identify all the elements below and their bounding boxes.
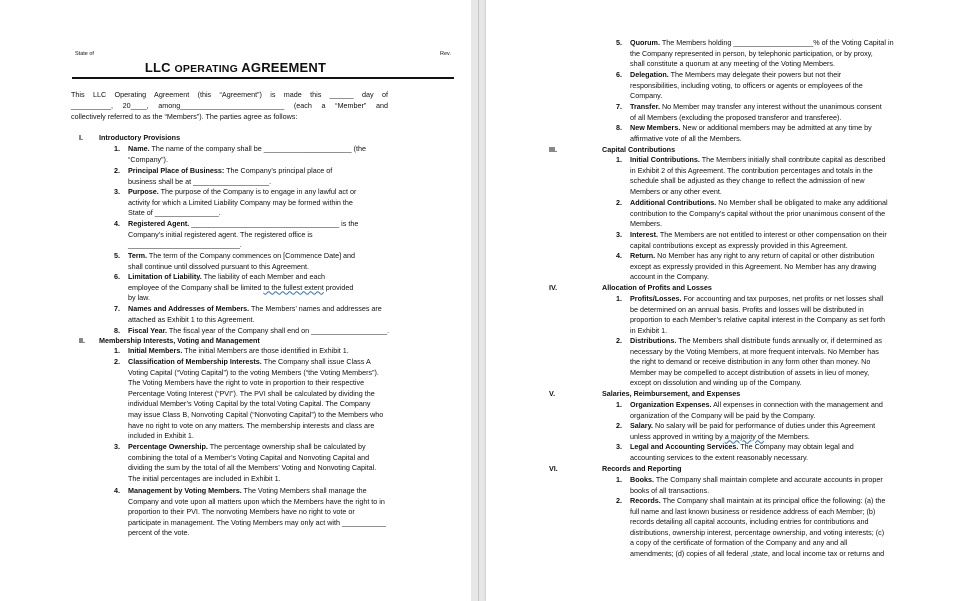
clause-line: distributions, ownership interest, percentage ownership, and voting interests; (c) [630,527,885,537]
clause-number: 2. [616,496,622,505]
clause-line: included in Exhibit 1. [128,431,194,441]
clause-line: Additional Contributions. No Member shall be obligated to make any additional [630,198,888,207]
spelling-flag: to the fullest extent [263,282,324,292]
clause-number: 7. [114,304,120,313]
clause-number: 3. [616,230,622,239]
section-number: III. [549,145,557,154]
clause-line: Voting Capital (“Voting Capital”) to the voting Members (“the Voting Members”). [128,367,379,377]
clause-number: 1. [616,294,622,303]
clause-line: The initial percentages are included in Exhibit 1. [128,473,281,483]
clause-number: 4. [114,486,120,495]
clause-line: Profits/Losses. For accounting and tax purposes, net profits or net losses shall [630,294,884,303]
clause-line: The Voting Members have the right to vote in proportion to their respective [128,378,365,388]
section-number: V. [549,389,556,398]
clause-number: 4. [616,251,622,260]
section-heading: Salaries, Reimbursement, and Expenses [602,389,741,398]
clause-line: full name and last known business or residence address of each Member; (b) [630,506,876,516]
clause-line: except on dissolution and winding up of the Company. [630,378,802,388]
clause-line: unless approved in writing by a majority of the Members. [630,431,810,441]
section-number: II. [79,336,85,345]
clause-number: 2. [114,166,120,175]
section-heading: Records and Reporting [602,464,682,473]
clause-line: Purpose. The purpose of the Company is to engage in any lawful act or [128,187,357,196]
clause-line: the right to demand or receive distribution in any form other than money. No [630,357,871,367]
clause-line: schedule shall be adjusted as they change to reflect the admission of new [630,176,865,186]
clause-line: Salary. No salary will be paid for performance of duties under this Agreement [630,421,876,430]
clause-line: Initial Contributions. The Members initially shall contribute capital as described [630,155,886,164]
clause-line: in Exhibit 1. [630,325,668,335]
clause-line: percent of the vote. [128,528,190,538]
clause-line: Company. [630,91,663,101]
clause-line: activity for which a Limited Liability Company may be formed within the [128,197,353,207]
clause-line: contribution to the Company’s capital without the prior unanimous consent of the [630,208,886,218]
clause-line: Books. The Company shall maintain complete and accurate accounts in proper [630,475,883,484]
spelling-flag: a majority of [724,431,764,441]
clause-line: dividing the sum by the total of all the Members’ Voting and Nonvoting Capital. [128,463,377,473]
clause-number: 3. [114,442,120,451]
clause-number: 8. [114,326,120,335]
clause-line: Initial Members. The initial Members are those identified in Exhibit 1. [128,346,349,355]
clause-line: Organization Expenses. All expenses in connection with the management and [630,400,883,409]
clause-line: books of all transactions. [630,485,710,495]
clause-line: ____________________________. [128,240,242,250]
section-number: I. [79,133,83,142]
clause-line: may issue Class B, Nonvoting Capital (“Nonvoting Capital”) to the Members who [128,410,384,419]
clause-line: Company and vote upon all matters upon which the Members have the right to in [128,496,385,506]
clause-line: Delegation. The Members may delegate their powers but not their [630,70,842,79]
clause-line: necessary by the Voting Members, at more frequent intervals. No Member has [630,346,879,356]
clause-line: Quorum. The Members holding ____________________% of the Voting Capital in [630,38,894,47]
clause-line: have no right to vote on any matters. The membership interests and class are [128,420,375,430]
section-number: VI. [549,464,558,473]
intro-line: __________, 20____, among__________________________ (each a “Member” and [71,101,388,110]
clause-line: Members or any other event. [630,186,722,196]
intro-line: collectively referred to as the “Members”). The parties agree as follows: [71,112,298,121]
clause-number: 6. [616,70,622,79]
clause-number: 2. [616,198,622,207]
clause-line: Classification of Membership Interests. The Company shall issue Class A [128,357,371,366]
clause-line: Distributions. The Members shall distribute funds annually or, if determined as [630,336,882,345]
clause-line: Return. No Member has any right to any return of capital or other distribution [630,251,875,260]
clause-number: 5. [114,251,120,260]
clause-line: of all Members (excluding the proposed transferor and transferee). [630,112,842,122]
clause-line: a copy of the certificate of formation of the Company and any and all [630,538,848,548]
clause-number: 5. [616,38,622,47]
clause-line: responsibilities, including voting, to officers or agents or employees of the [630,80,863,90]
clause-line: Principal Place of Business: The Company’s principal place of [128,166,333,175]
clause-line: Member may be compelled to accept distribution of assets in lieu of money, [630,367,870,377]
page-gutter [471,0,486,601]
clause-line: Term. The term of the Company commences on [Commence Date] and [128,251,356,260]
section-heading: Introductory Provisions [99,133,181,142]
document-page-2 [486,0,967,601]
document-page-1 [0,0,471,601]
clause-line: Legal and Accounting Services. The Company may obtain legal and [630,442,854,451]
clause-line: be determined on an annual basis. Profits and losses will be distributed in [630,304,864,314]
clause-number: 1. [616,155,622,164]
clause-line: individual Member’s Voting Capital by the total Voting Capital. The Company [128,399,371,409]
clause-line: in Exhibit 2 of this Agreement. The contribution percentages and totals in the [630,165,873,175]
clause-line: Percentage Ownership. The percentage ownership shall be calculated by [128,442,366,451]
clause-line: organization of the Company will be paid by the Company. [630,410,816,420]
clause-line: “Company”). [128,154,168,164]
title-rule [72,77,454,79]
clause-line: Members. [630,219,662,229]
clause-line: Percentage Voting Interest (“PVI”). The PVI shall be calculated by dividing the [128,388,375,398]
clause-number: 1. [616,400,622,409]
clause-line: Registered Agent. _____________________________________ is the [128,219,359,228]
clause-line: attached as Exhibit 1 to this Agreement. [128,314,255,324]
document-title: LLC OPERATING AGREEMENT [144,60,327,75]
clause-line: Company’s initial registered agent. The registered office is [128,229,313,239]
clause-number: 1. [616,475,622,484]
section-number: IV. [549,283,558,292]
clause-number: 2. [616,421,622,430]
clause-line: the Company represented in person, by telephonic participation, or by proxy, [630,48,873,58]
clause-number: 8. [616,123,622,132]
clause-line: records detailing all capital accounts, including entries for contributions and [630,517,869,527]
clause-line: amendments; (d) copies of all federal ,state, and local income tax or returns and [630,549,885,558]
clause-line: Fiscal Year. The fiscal year of the Company shall end on ___________________. [128,326,390,335]
clause-line: Transfer. No Member may transfer any interest without the unanimous consent [630,102,882,111]
clause-line: State of ________________. [128,208,221,218]
clause-line: Limitation of Liability. The liability of each Member and each [128,272,326,281]
clause-line: combining the total of a Member’s Voting Capital and Nonvoting Capital and [128,452,370,462]
clause-number: 1. [114,346,120,355]
clause-number: 6. [114,272,120,281]
clause-line: Names and Addresses of Members. The Members’ names and addresses are [128,304,382,313]
clause-number: 3. [114,187,120,196]
clause-line: employee of the Company shall be limited to the fullest extent provided [128,282,354,292]
clause-number: 3. [616,442,622,451]
clause-line: business shall be at ___________________. [128,176,272,186]
section-heading: Capital Contributions [602,145,676,154]
clause-line: Management by Voting Members. The Voting Members shall manage the [128,486,367,495]
clause-line: shall continue until dissolved pursuant to this Agreement. [128,261,309,271]
clause-line: participate in management. The Voting Members may only act with ___________ [128,517,386,527]
clause-number: 4. [114,219,120,228]
clause-line: except as expressly provided in this Agreement. No Member has any drawing [630,261,877,271]
clause-line: Records. The Company shall maintain at its principal office the following: (a) the [630,496,886,505]
section-heading: Membership Interests, Voting and Management [99,336,260,345]
clause-line: Name. The name of the company shall be ______________________ (the [128,144,367,153]
clause-line: affirmative vote of all the Members. [630,133,742,143]
section-heading: Allocation of Profits and Losses [602,283,712,292]
state-of-label: State of [75,51,94,57]
clause-line: capital contributions except as expressly provided in this Agreement. [630,240,848,250]
revision-label: Rev. [440,51,451,57]
clause-line: shall constitute a quorum at any meeting of the Voting Members. [630,59,835,69]
clause-number: 7. [616,102,622,111]
clause-number: 2. [616,336,622,345]
clause-line: New Members. New or additional members may be admitted at any time by [630,123,872,132]
clause-line: Interest. The Members are not entitled to interest or other compensation on their [630,230,887,239]
clause-number: 1. [114,144,120,153]
clause-line: proportion to each Member’s relative capital interest in the Company as set forth [630,315,886,325]
clause-line: by law. [128,293,150,303]
clause-line: account in the Company. [630,272,709,282]
intro-line: This LLC Operating Agreement (this “Agreement”) is made this ______ day of [71,90,388,99]
clause-line: accounting services to the extent reasonably necessary. [630,452,809,462]
clause-line: proportion to their PVI. The nonvoting Members have no right to vote or [128,507,355,517]
clause-number: 2. [114,357,120,366]
